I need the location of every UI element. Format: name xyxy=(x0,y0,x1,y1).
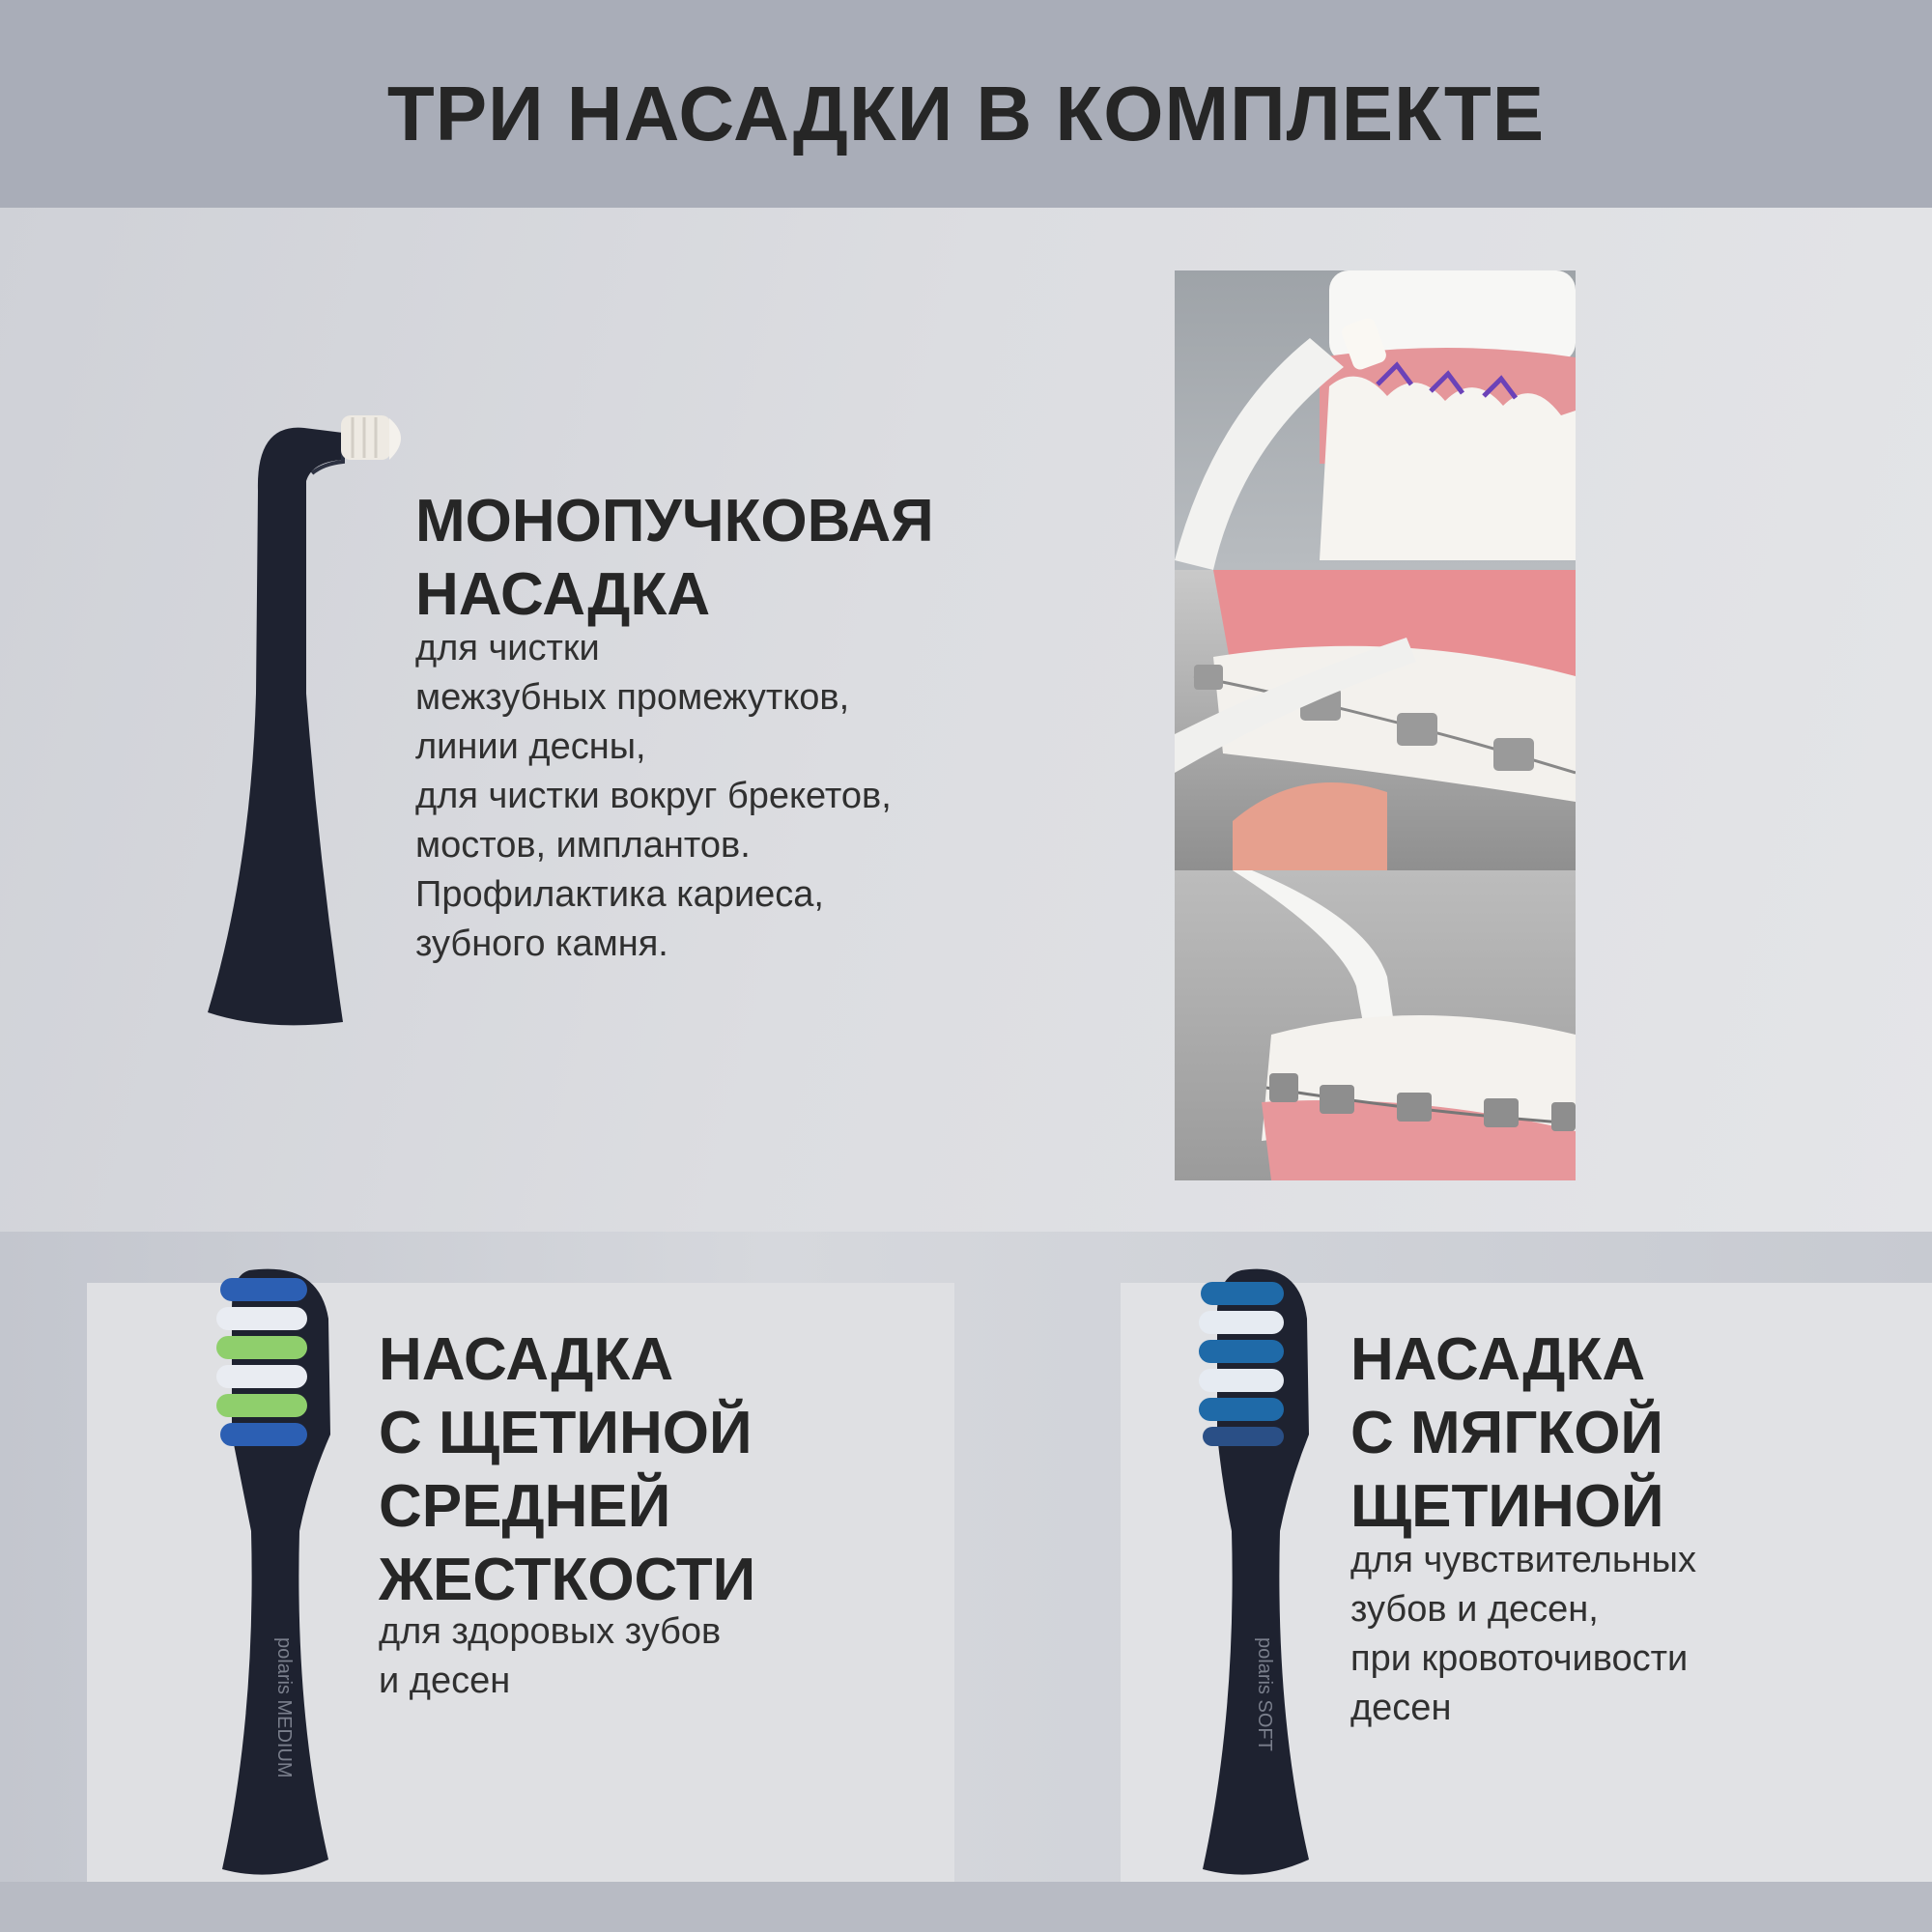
medium-description: для здоровых зубов и десен xyxy=(379,1611,722,1701)
medium-title: НАСАДКА С ЩЕТИНОЙ СРЕДНЕЙ ЖЕСТКОСТИ xyxy=(379,1326,756,1613)
orthodontic-photo xyxy=(1175,270,1576,1180)
soft-handle-print: polaris SOFT xyxy=(1254,1637,1275,1751)
photo-braces-lower xyxy=(1175,870,1576,1180)
photo-gumline xyxy=(1175,270,1576,570)
page-title: ТРИ НАСАДКИ В КОМПЛЕКТЕ xyxy=(386,71,1546,156)
soft-description: для чувствительных зубов и десен, при кровоточивости десен xyxy=(1350,1540,1696,1728)
photo-braces-upper xyxy=(1175,570,1576,870)
medium-handle-print: polaris MEDIUM xyxy=(273,1637,295,1778)
mono-description: для чистки межзубных промежутков, линии десны, для чистки вокруг брекетов, мостов, имплантов. Профилактика кариеса, зубного камня. xyxy=(415,628,892,964)
footer-band xyxy=(0,1882,1932,1932)
mono-title: МОНОПУЧКОВАЯ НАСАДКА xyxy=(415,488,934,628)
mono-tuft-brush-head-icon xyxy=(198,404,420,1032)
soft-title: НАСАДКА С МЯГКОЙ ЩЕТИНОЙ xyxy=(1350,1326,1664,1540)
medium-brush-head-icon xyxy=(203,1261,348,1889)
header-banner xyxy=(0,0,1932,208)
soft-brush-head-icon xyxy=(1183,1261,1328,1889)
